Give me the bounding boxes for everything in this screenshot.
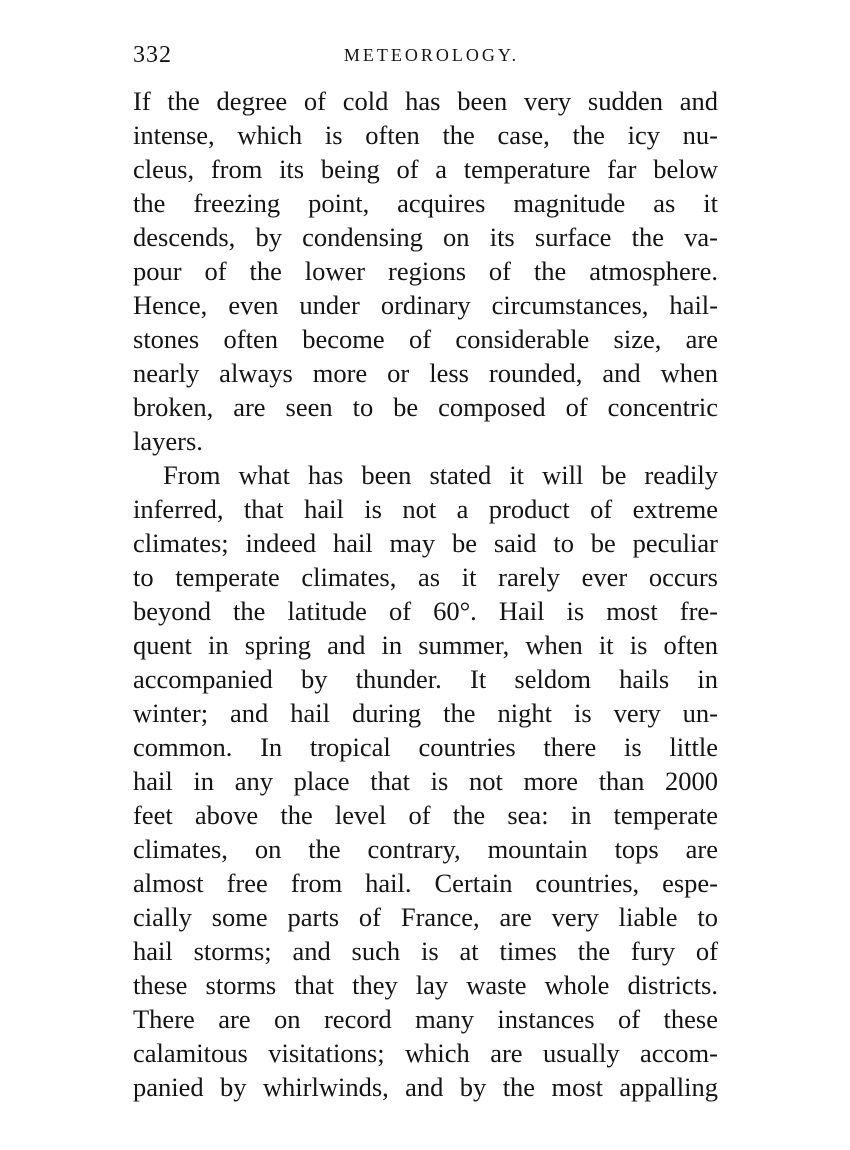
- text-line: nearly always more or less rounded, and when: [133, 358, 718, 388]
- text-line: cially some parts of France, are very liable to: [133, 902, 718, 932]
- text-line: Hence, even under ordinary circumstances, hail-: [133, 290, 718, 320]
- text-line: intense, which is often the case, the icy nu-: [133, 120, 718, 150]
- running-title: METEOROLOGY.: [343, 45, 520, 65]
- text-line: If the degree of cold has been very sudden and: [133, 86, 718, 116]
- text-line: cleus, from its being of a temperature far below: [133, 154, 718, 184]
- text-line: winter; and hail during the night is very un-: [133, 698, 718, 728]
- text-line: climates, on the contrary, mountain tops are: [133, 834, 718, 864]
- text-line: calamitous visitations; which are usually accom-: [133, 1038, 718, 1068]
- text-line: common. In tropical countries there is little: [133, 732, 718, 762]
- text-line: feet above the level of the sea: in temperate: [133, 800, 718, 830]
- text-line: layers.: [133, 426, 203, 456]
- running-head: [133, 38, 718, 72]
- text-line: hail storms; and such is at times the fury of: [133, 936, 718, 966]
- text-line: pour of the lower regions of the atmosphere.: [133, 256, 718, 286]
- text-line: these storms that they lay waste whole districts.: [133, 970, 718, 1000]
- text-line: stones often become of considerable size, are: [133, 324, 718, 354]
- text-line: broken, are seen to be composed of concentric: [133, 392, 718, 422]
- text-line: inferred, that hail is not a product of extreme: [133, 494, 718, 524]
- text-line: the freezing point, acquires magnitude as it: [133, 188, 718, 218]
- text-line: panied by whirlwinds, and by the most appalling: [133, 1072, 718, 1102]
- text-line: hail in any place that is not more than 2000: [133, 766, 718, 796]
- paragraph-2: [133, 458, 718, 1104]
- page-number: 332: [133, 42, 172, 68]
- paragraph-1: [133, 84, 718, 458]
- text-line: to temperate climates, as it rarely ever occurs: [133, 562, 718, 592]
- text-line: almost free from hail. Certain countries, espe-: [133, 868, 718, 898]
- text-line: beyond the latitude of 60°. Hail is most fre-: [133, 596, 718, 626]
- text-line: quent in spring and in summer, when it is often: [133, 630, 718, 660]
- text-line: From what has been stated it will be readily: [163, 460, 718, 490]
- text-line: accompanied by thunder. It seldom hails in: [133, 664, 718, 694]
- body-text: [133, 84, 718, 1104]
- text-line: There are on record many instances of these: [133, 1004, 718, 1034]
- text-line: climates; indeed hail may be said to be peculiar: [133, 528, 718, 558]
- text-line: descends, by condensing on its surface the va-: [133, 222, 718, 252]
